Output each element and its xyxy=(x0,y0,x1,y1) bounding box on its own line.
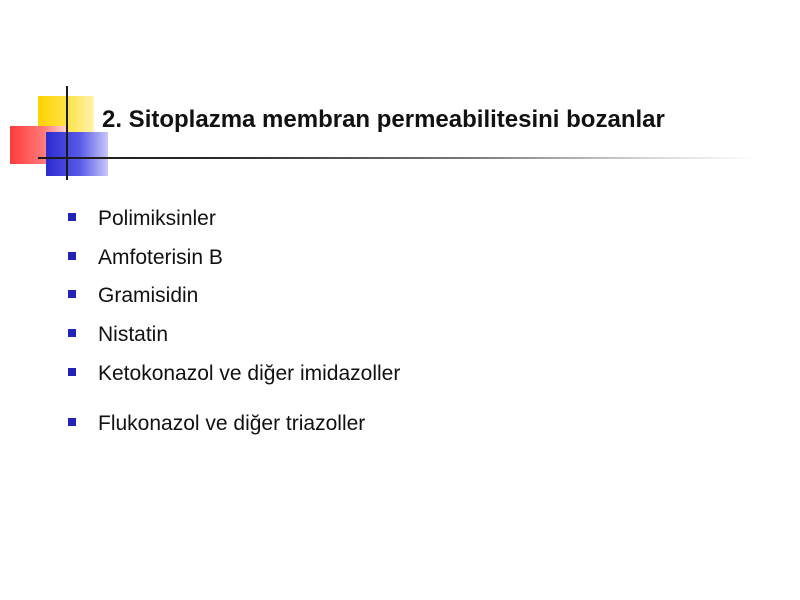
list-item-text: Ketokonazol ve diğer imidazoller xyxy=(98,361,401,385)
list-item xyxy=(68,239,400,278)
list-item xyxy=(68,354,400,393)
square-bullet-icon xyxy=(68,213,76,221)
square-bullet-icon xyxy=(68,368,76,376)
blue-square-decoration xyxy=(46,132,108,176)
bullet-list xyxy=(68,200,400,444)
slide-title: 2. Sitoplazma membran permeabilitesini bozanlar xyxy=(102,106,665,133)
square-bullet-icon xyxy=(68,252,76,260)
list-item-text: Gramisidin xyxy=(98,284,199,308)
square-bullet-icon xyxy=(68,290,76,298)
list-item xyxy=(68,200,400,239)
list-item-text: Nistatin xyxy=(98,323,169,347)
list-item-text: Amfoterisin B xyxy=(98,245,223,269)
list-item-text: Flukonazol ve diğer triazoller xyxy=(98,412,366,436)
title-underline-rule xyxy=(38,157,758,159)
square-bullet-icon xyxy=(68,329,76,337)
square-bullet-icon xyxy=(68,418,76,426)
vertical-rule xyxy=(66,86,68,180)
list-item xyxy=(68,405,400,444)
list-item xyxy=(68,277,400,316)
list-item xyxy=(68,316,400,355)
list-item-text: Polimiksinler xyxy=(98,207,216,231)
